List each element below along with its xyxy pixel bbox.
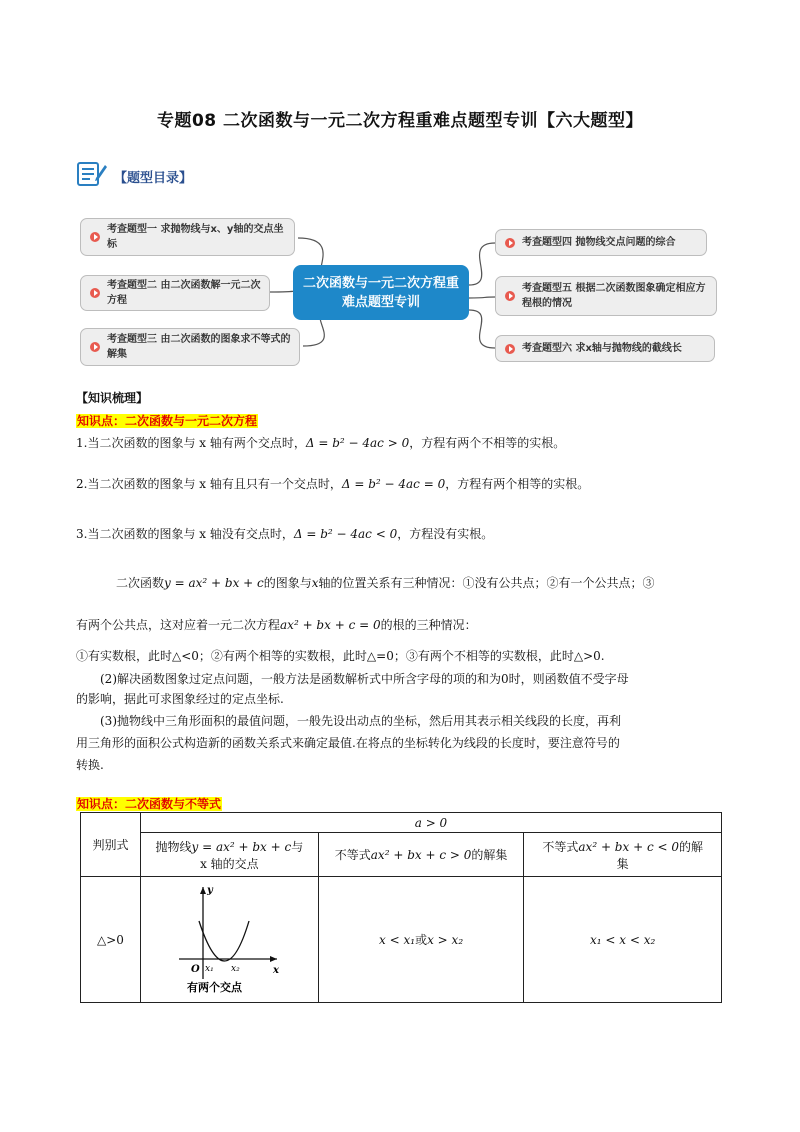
header-lt-solution: 不等式ax² + bx + c < 0的解 集 [524, 833, 722, 877]
notebook-pen-icon [76, 160, 108, 192]
solution-lt: x₁ < x < x₂ [524, 877, 722, 1003]
graph-origin: O [191, 964, 201, 975]
solution-gt: x < x₁或x > x₂ [318, 877, 524, 1003]
graph-x-label: x [273, 965, 280, 976]
graph-caption: 有两个交点 [187, 981, 243, 994]
play-icon [505, 291, 515, 301]
toc-heading [76, 160, 192, 192]
para-area-3: 转换. [76, 758, 104, 772]
header-intersection: 抛物线y = ax² + bx + c与 x 轴的交点 [140, 833, 318, 877]
toc-item-type5[interactable]: 考查题型五 根据二次函数图象确定相应方程根的情况 [495, 276, 717, 316]
toc-item-type2[interactable]: 考查题型二 由二次函数解一元二次方程 [80, 275, 270, 311]
knowledge-point1-title: 知识点：二次函数与一元二次方程 [77, 414, 258, 428]
toc-item-type6[interactable]: 考查题型六 求x轴与抛物线的截线长 [495, 335, 715, 362]
para-area-1: (3)抛物线中三角形面积的最值问题，一般先设出动点的坐标，然后用其表示相关线段的长度，再利 [100, 714, 622, 728]
play-icon [90, 342, 100, 352]
toc-item-type4[interactable]: 考查题型四 抛物线交点问题的综合 [495, 229, 707, 256]
para-root-cases: 有两个公共点，这对应着一元二次方程ax² + bx + c = 0的根的三种情况： [76, 618, 477, 632]
page-title: 专题08 二次函数与一元二次方程重难点题型专训【六大题型】 [156, 111, 644, 131]
knowledge-point2-title: 知识点：二次函数与不等式 [77, 797, 222, 811]
header-gt-solution: 不等式ax² + bx + c > 0的解集 [318, 833, 524, 877]
play-icon [505, 238, 515, 248]
para-area-2: 用三角形的面积公式构造新的函数关系式来确定最值.在将点的坐标转化为线段的长度时，要注意符号的 [76, 736, 620, 750]
para-fixed-point-1: (2)解决函数图象过定点问题，一般方法是函数解析式中所含字母的项的和为0时，则函数值不受字母 [100, 672, 629, 686]
knowledge-heading: 【知识梳理】 [76, 391, 149, 405]
play-icon [505, 344, 515, 354]
play-icon [90, 288, 100, 298]
toc-center-topic: 二次函数与一元二次方程重难点题型专训 [293, 265, 469, 320]
para-position-relation: 二次函数y = ax² + bx + c的图象与x轴的位置关系有三种情况：①没有公共点；②有一个公共点；③ [116, 576, 655, 590]
graph-y-label: y [207, 885, 214, 896]
row-disc-positive: △>0 [81, 877, 141, 1003]
line-two-roots: 1.当二次函数的图象与 x 轴有两个交点时，Δ = b² − 4ac > 0，方程有两个不相等的实根。 [76, 436, 566, 450]
header-a-positive: a > 0 [140, 813, 721, 833]
toc-label: 【题型目录】 [114, 170, 193, 186]
toc-item-type1[interactable]: 考查题型一 求抛物线与x、y轴的交点坐标 [80, 218, 295, 256]
graph-x2: x₂ [231, 964, 241, 974]
para-fixed-point-2: 的影响，据此可求图象经过的定点坐标. [76, 692, 284, 706]
graph-cell [140, 877, 318, 1003]
line-equal-roots: 2.当二次函数的图象与 x 轴有且只有一个交点时，Δ = b² − 4ac = 0，方程有两个相等的实根。 [76, 477, 590, 491]
parabola-graph [169, 879, 289, 997]
para-delta-cases: ①有实数根，此时△<0；②有两个相等的实数根，此时△=0；③有两个不相等的实数根，此时△>0. [76, 649, 605, 663]
play-icon [90, 232, 100, 242]
graph-x1: x₁ [205, 964, 215, 974]
header-discriminant: 判别式 [81, 813, 141, 877]
line-no-roots: 3.当二次函数的图象与 x 轴没有交点时，Δ = b² − 4ac < 0，方程没有实根。 [76, 527, 494, 541]
toc-item-type3[interactable]: 考查题型三 由二次函数的图象求不等式的解集 [80, 328, 300, 366]
inequality-table [80, 812, 722, 1003]
